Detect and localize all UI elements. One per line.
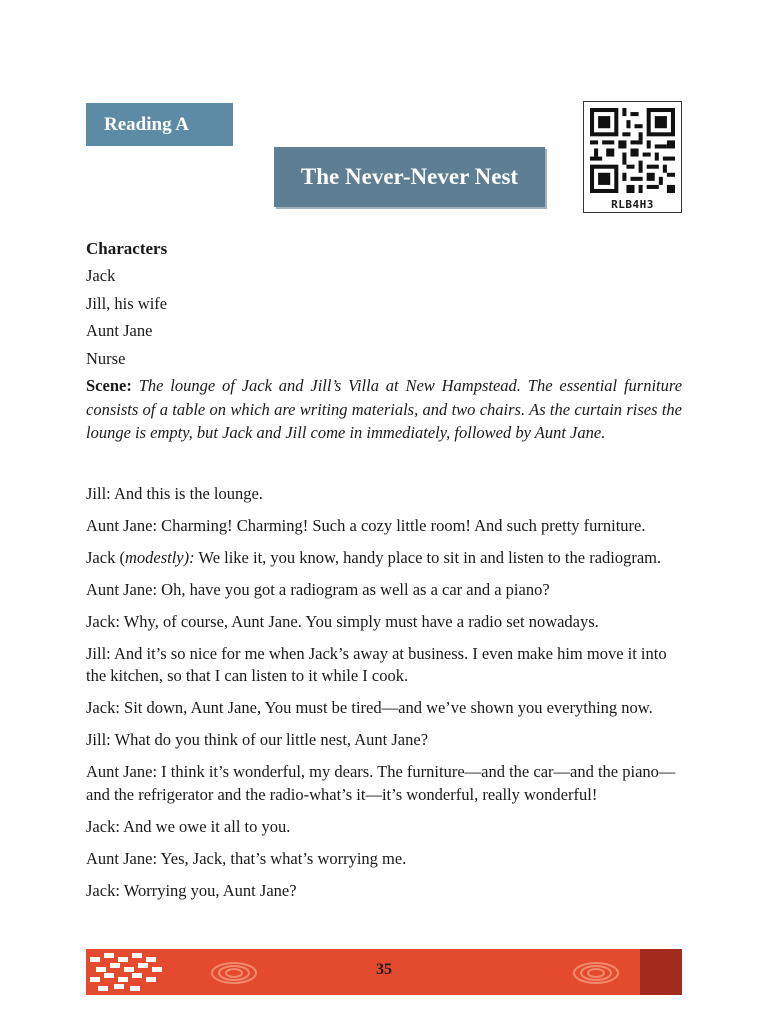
characters-heading: Characters <box>86 239 168 258</box>
reading-content <box>86 236 682 912</box>
dialogue-line: Jill: And it’s so nice for me when Jack’s away at business. I even make him move it into the kitchen, so that I can listen to it while I cook. <box>86 643 667 685</box>
dialogue-line: Aunt Jane: Oh, have you got a radiogram as well as a car and a piano? <box>86 579 550 599</box>
qr-code-box <box>583 101 682 213</box>
page-title: The Never-Never Nest <box>274 147 545 207</box>
reading-label: Reading A <box>86 103 233 146</box>
dialogue-line: Aunt Jane: Yes, Jack, that’s what’s worrying me. <box>86 848 407 868</box>
page-footer <box>86 949 682 995</box>
dialogue-line: Aunt Jane: Charming! Charming! Such a cozy little room! And such pretty furniture. <box>86 515 646 535</box>
character-item: Jack <box>86 266 116 285</box>
dialogue-text: We like it, you know, handy place to sit in and listen to the radiogram. <box>194 547 662 567</box>
scene-text: The lounge of Jack and Jill’s Villa at New Hampstead. The essential furniture consists of a table on which are writing materials, and two chairs. As the curtain rises the lounge is empty, but Jack and Jill come in immediately, followed by Aunt Jane. <box>86 376 683 442</box>
character-item: Jill, his wife <box>86 293 168 313</box>
character-item: Aunt Jane <box>86 321 153 340</box>
scene-label: Scene: <box>86 376 132 395</box>
page-number: 35 <box>376 961 392 978</box>
dialogue-line: Jack: And we owe it all to you. <box>86 816 291 836</box>
dialogue-speaker: Jack ( <box>86 547 125 567</box>
dialogue-line: Jill: And this is the lounge. <box>86 483 263 503</box>
dialogue-line: Aunt Jane: I think it’s wonderful, my dears. The furniture—and the car—and the piano—and the refrigerator and the radio-what’s it—it’s wonderful, really wonderful! <box>86 762 676 804</box>
dialogue-line: Jack: Worrying you, Aunt Jane? <box>86 880 297 900</box>
stage-direction: modestly): <box>124 547 195 567</box>
dialogue-line: Jill: What do you think of our little nest, Aunt Jane? <box>86 730 429 749</box>
dialogue-line: Jack: Why, of course, Aunt Jane. You simply must have a radio set nowadays. <box>86 611 599 631</box>
dialogue-line: Jack: Sit down, Aunt Jane, You must be tired—and we’ve shown you everything now. <box>86 698 653 717</box>
dialogue <box>86 483 682 903</box>
scene-description <box>86 374 682 445</box>
qr-code-icon <box>590 108 675 193</box>
qr-code-text: RLB4H3 <box>611 198 654 211</box>
dialogue-line <box>86 547 682 570</box>
character-item: Nurse <box>86 348 126 368</box>
